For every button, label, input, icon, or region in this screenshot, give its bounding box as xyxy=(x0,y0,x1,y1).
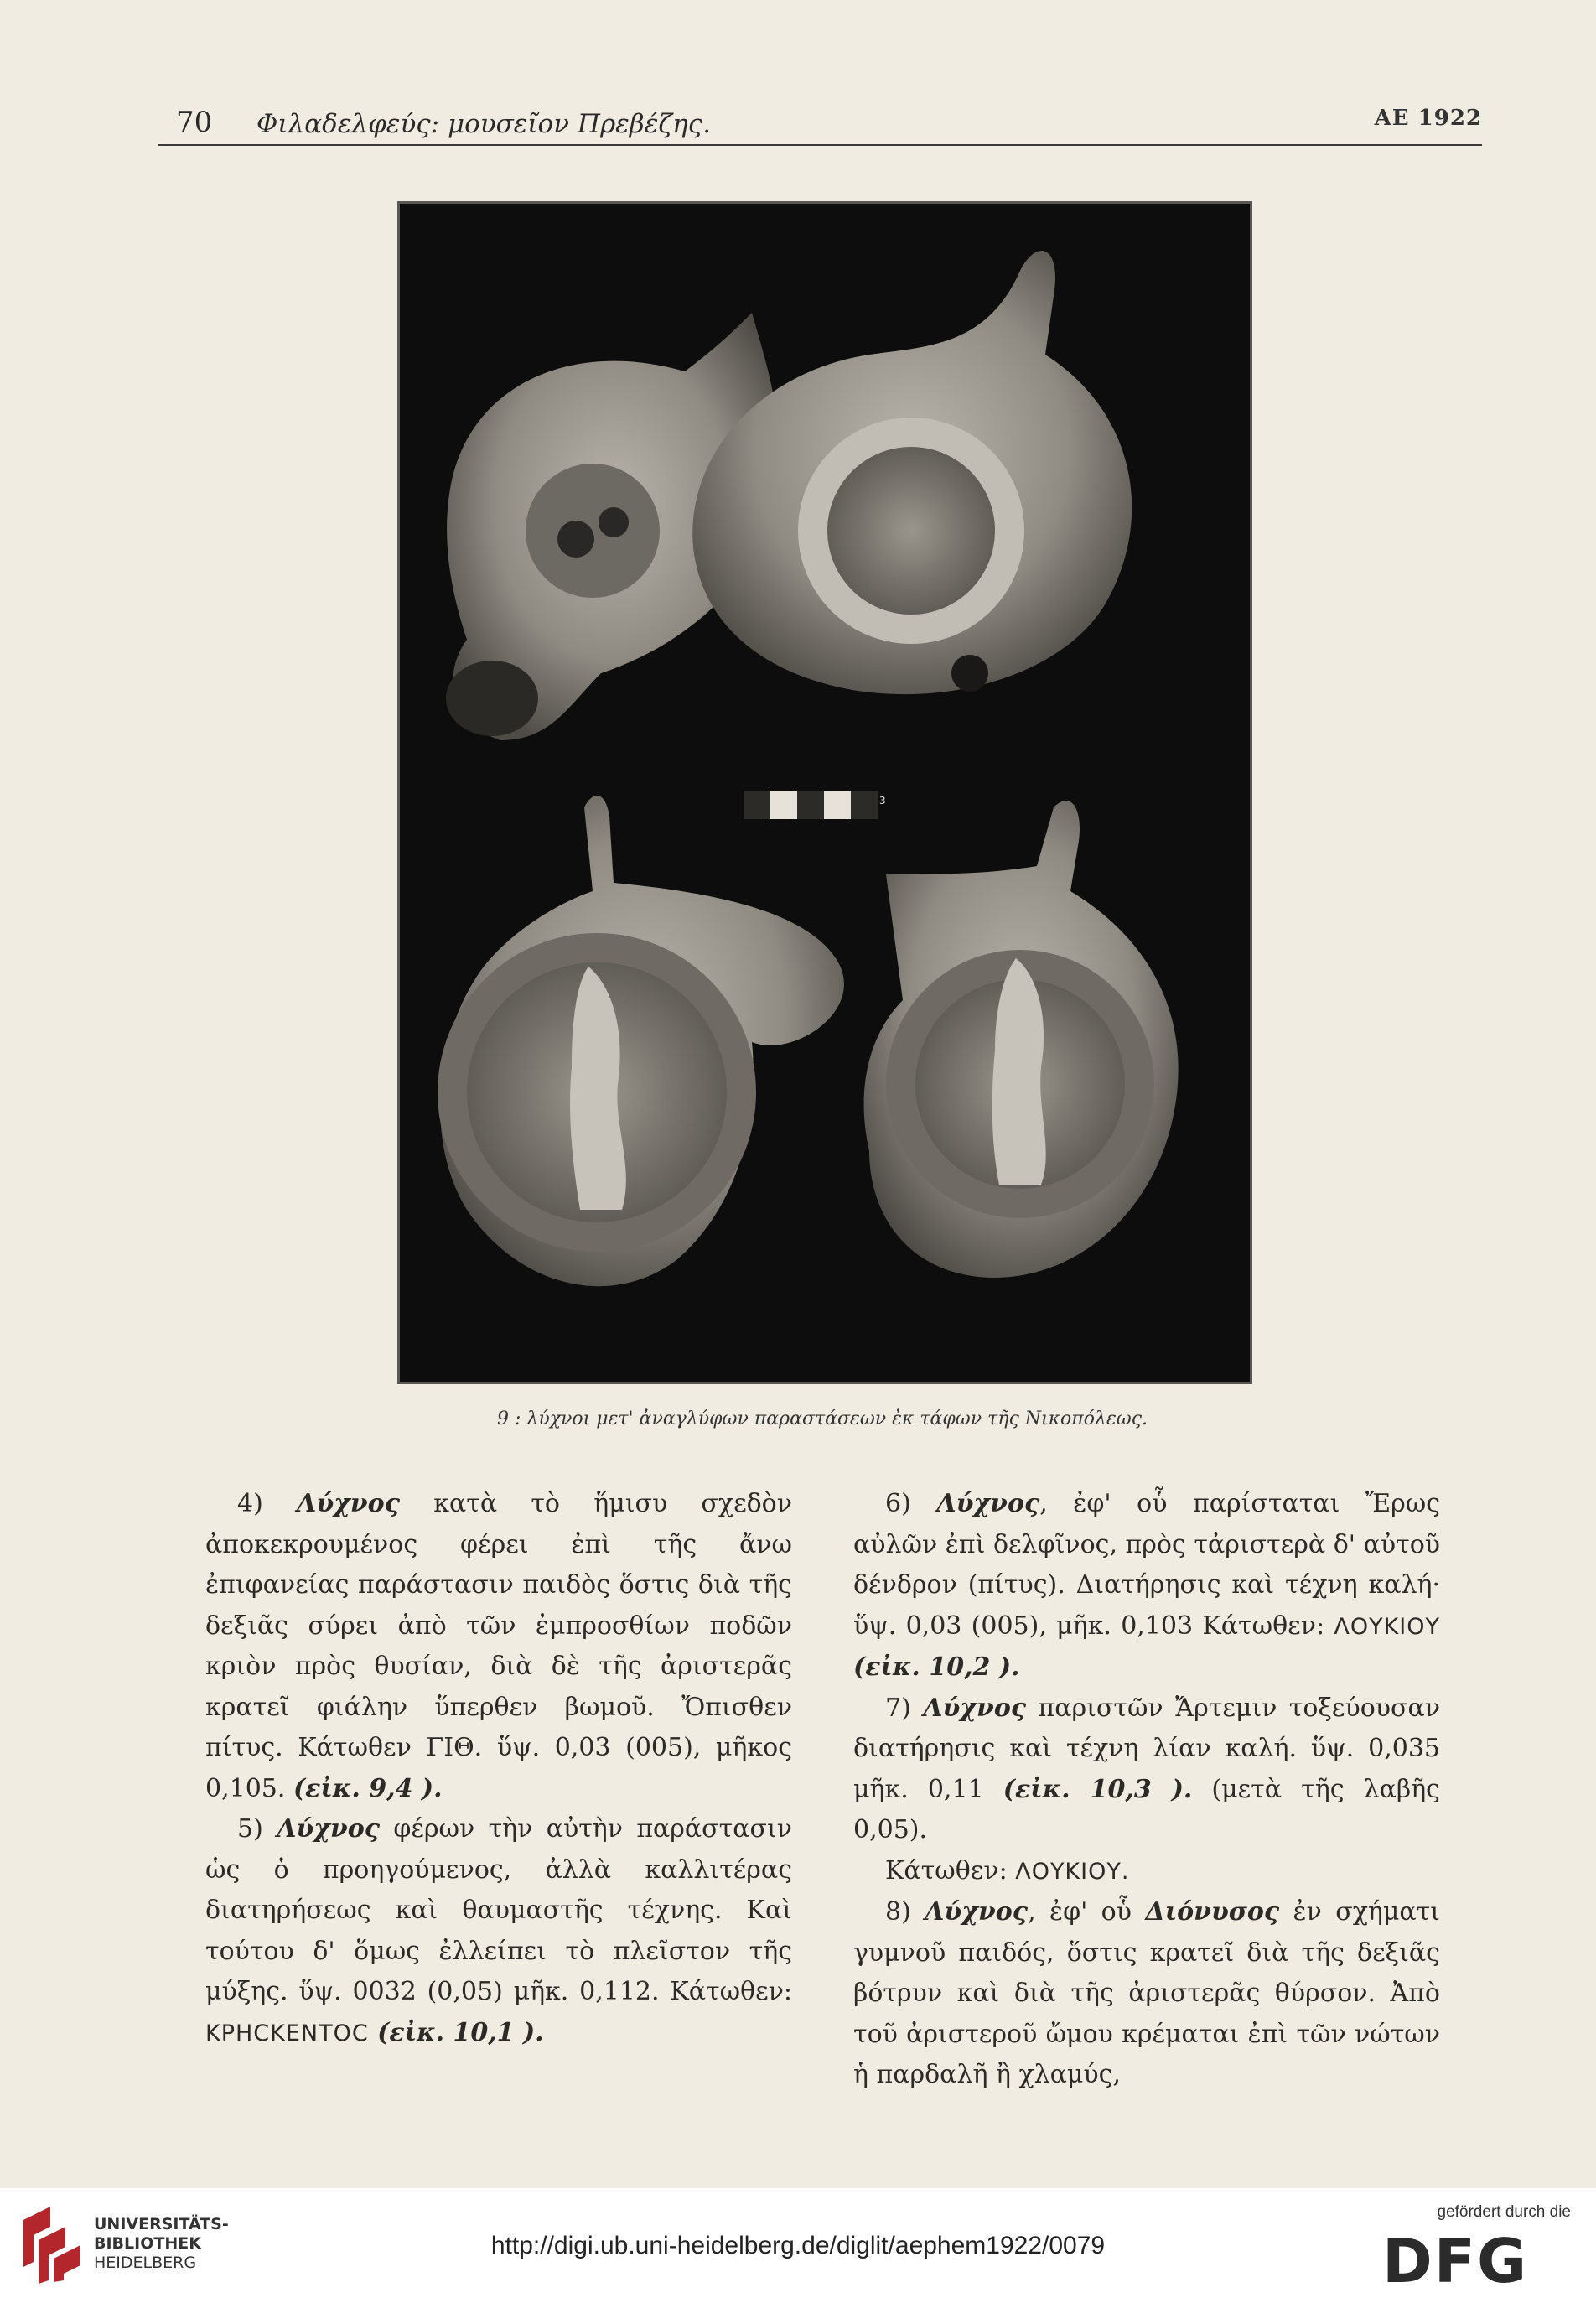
entry-6 xyxy=(853,1484,1440,1688)
entry-body: κατὰ τὸ ἥμισυ σχεδὸν ἀποκεκρουμένος φέρει ἐπὶ τῆς ἄνω ἐπιφανείας παράστασιν παιδὸς ὅστις διὰ τῆς δεξιᾶς σύρει ἀπὸ τῶν ἐμπροσθίων ποδῶν κριὸν πρὸς θυσίαν, διὰ δὲ τῆς ἀριστερᾶς κρατεῖ φιάλην ὕπερθεν βωμοῦ. Ὄπισθεν πίτυς. Κάτωθεν ΓΙΘ. ὕψ. 0,03 (005), μῆκος 0,105. xyxy=(205,1489,792,1803)
dfg-logo xyxy=(1382,2230,1571,2287)
figure-reference: (εἰκ. 10,3 ). xyxy=(1003,1774,1193,1804)
entry-body: , ἐφ' οὗ xyxy=(1028,1897,1146,1927)
maker-stamp: ΛΟΥΚΙΟΥ xyxy=(1334,1613,1440,1640)
entry-5 xyxy=(205,1809,792,2054)
funder-label: gefördert durch die xyxy=(1437,2203,1571,2221)
entry-number: 6) xyxy=(885,1489,911,1518)
entry-body: παριστῶν Ἄρτεμιν τοξεύουσαν διατήρησις καὶ τέχνη λίαν καλή. ὕψ. 0,035 μῆκ. 0,11 xyxy=(853,1693,1440,1804)
entry-body: , ἐφ' οὗ παρίσταται Ἔρως αὐλῶν ἐπὶ δελφῖνος, πρὸς τἀριστερὰ δ' αὐτοῦ δένδρον (πίτυς). Διατήρησις καὶ τέχνη καλή· ὕψ. 0,03 (005), μῆκ. 0,103 Κάτωθεν: xyxy=(853,1489,1440,1641)
maker-stamp: ΚΡΗCΚΕΝΤΟC xyxy=(205,2020,369,2046)
journal-mark: ΑΕ 1922 xyxy=(1374,106,1482,131)
entry-number: 7) xyxy=(885,1693,911,1723)
library-name-line: BIBLIOTHEK xyxy=(94,2234,201,2253)
deity-name: Διόνυσος xyxy=(1145,1897,1280,1927)
entry-body: φέρων τὴν αὐτὴν παράστασιν ὡς ὁ προηγούμενος, ἀλλὰ καλλιτέρας διατηρήσεως καὶ θαυμαστῆς τέχνης. Καὶ τούτου δ' ὅμως ἐλλείπει τὸ πλεῖστον τῆς μύξης. ὕψ. 0032 (0,05) μῆκ. 0,112. Κάτωθεν: xyxy=(205,1814,792,2006)
page-number: 70 xyxy=(176,106,213,139)
entry-body-tail: ἐν σχήματι γυμνοῦ παιδός, ὅστις κρατεῖ διὰ τῆς δεξιᾶς βότρυν καὶ διὰ τῆς ἀριστερᾶς θύρσον. Ἀπὸ τοῦ ἀριστεροῦ ὤμου κρέμαται ἐπὶ τῶν νώτων ἡ παρδαλῆ ἢ χλαμύς, xyxy=(853,1897,1440,2089)
figure-reference: (εἰκ. 9,4 ). xyxy=(293,1773,443,1803)
maker-stamp: ΛΟΥΚΙΟΥ. xyxy=(1015,1858,1130,1885)
entry-7-stamp-line xyxy=(853,1851,1440,1893)
entry-8 xyxy=(853,1892,1440,2096)
figure-reference: (εἰκ. 10,1 ). xyxy=(368,2017,544,2047)
entry-7 xyxy=(853,1688,1440,1851)
source-url[interactable]: http://digi.ub.uni-heidelberg.de/diglit/aephem1922/0079 xyxy=(490,2232,1106,2259)
entry-title: Λύχνος xyxy=(297,1489,400,1518)
right-column xyxy=(853,1484,1440,2096)
entry-title: Λύχνος xyxy=(925,1897,1029,1927)
library-name-line: HEIDELBERG xyxy=(94,2254,197,2272)
header-rule xyxy=(158,144,1482,146)
entry-title: Λύχνος xyxy=(277,1814,381,1844)
svg-text:DFG: DFG xyxy=(1382,2230,1529,2287)
left-column xyxy=(205,1484,792,2054)
page-header xyxy=(158,101,1482,151)
lamps-photograph xyxy=(397,201,1252,1384)
figure-reference: (εἰκ. 10,2 ). xyxy=(853,1652,1020,1682)
scale-bar xyxy=(744,791,886,819)
figure-caption: 9 : λύχνοι μετ' ἀναγλύφων παραστάσεων ἐκ τάφων τῆς Νικοπόλεως. xyxy=(496,1408,1148,1429)
entry-number: 4) xyxy=(237,1489,263,1518)
entry-number: 8) xyxy=(885,1897,911,1927)
scale-bar-label: 3 xyxy=(879,795,886,807)
library-name-line: UNIVERSITÄTS- xyxy=(94,2215,229,2233)
entry-number: 5) xyxy=(237,1814,263,1844)
entry-body-tail: (μετὰ τῆς λαβῆς 0,05). xyxy=(853,1774,1440,1844)
entry-title: Λύχνος xyxy=(936,1489,1040,1518)
entry-body: Κάτωθεν: xyxy=(885,1855,1016,1885)
entry-title: Λύχνος xyxy=(923,1693,1027,1723)
running-title: Φιλαδελφεύς: μουσεῖον Πρεβέζης. xyxy=(256,109,711,139)
entry-4 xyxy=(205,1484,792,1809)
